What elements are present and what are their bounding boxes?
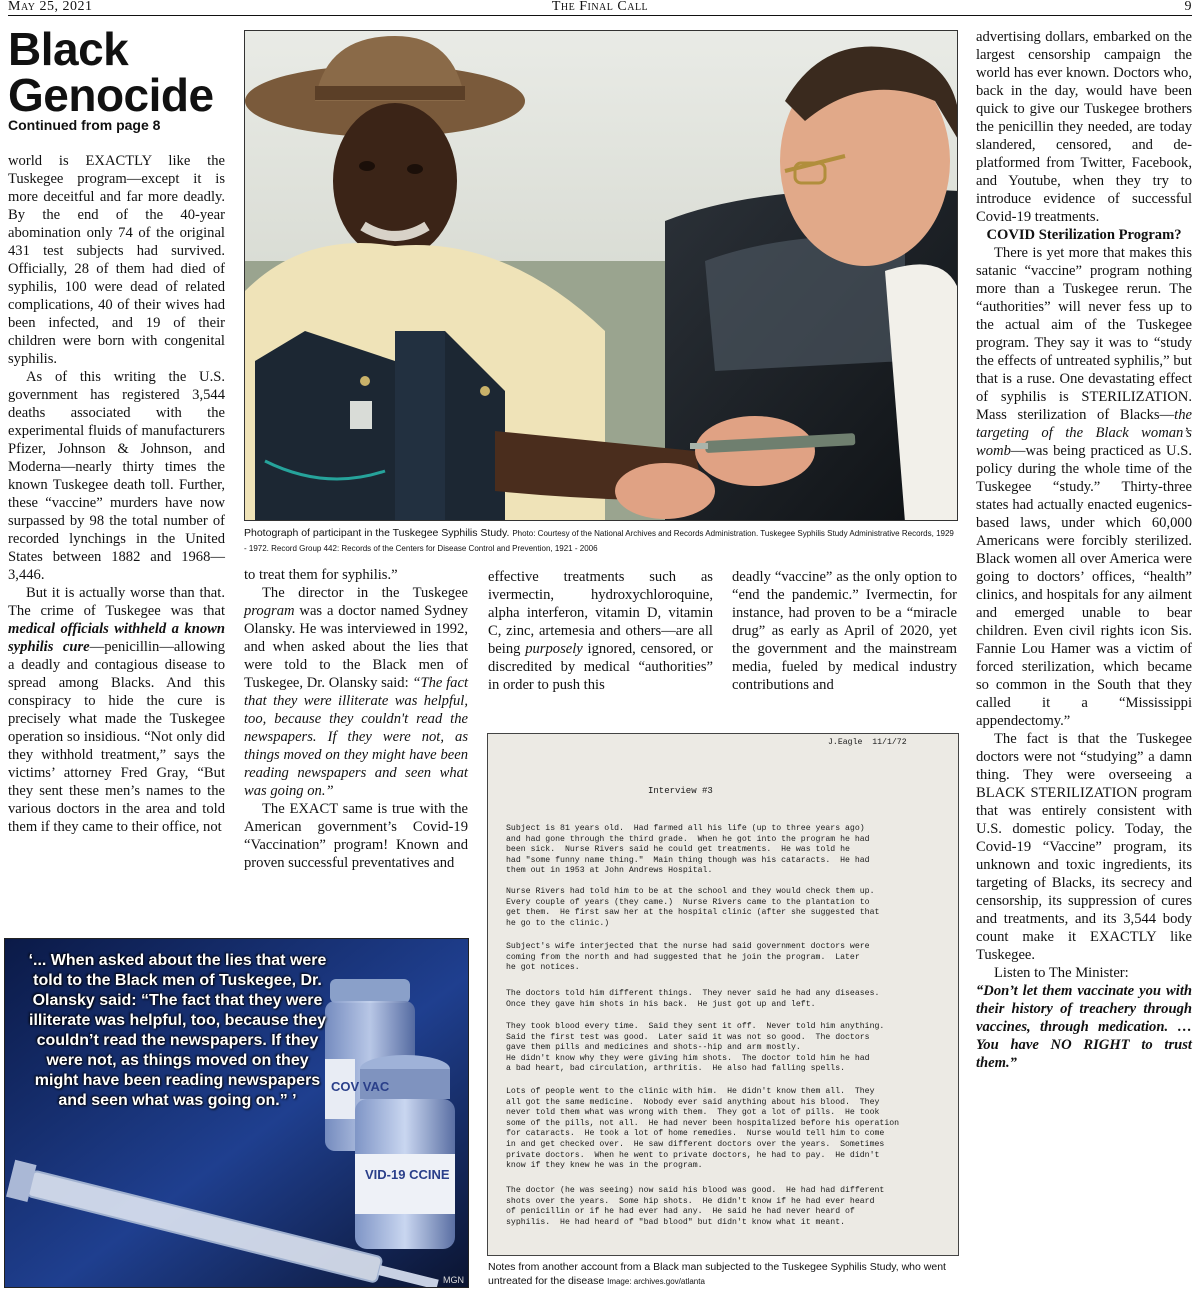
document-paragraph: They took blood every time. Said they sent it off. Never told him anything. Said the first test was good. Later said it was not so good. The doctors gave them pills and medicines and shots--hip and arm mostly. He didn't know why they were giving him shots. The doctor told him he had a bad heart, bad circulation, arthritis. He also had falling spells. <box>506 1022 885 1074</box>
emphasis-text: medical officials withheld a known syphilis cure <box>8 621 225 655</box>
document-paragraph: Nurse Rivers had told him to be at the school and they would check them up. Every couple of years (they came.) Nurse Rivers came to the plantation to get them. He first saw her at the hospital clinic (after she suggested that he go to the clinic.) <box>506 887 880 928</box>
document-paragraph: Subject's wife interjected that the nurse had said government doctors were coming from the north and had suggested that he join the program. Later he got notices. <box>506 942 870 973</box>
article-column-1 <box>8 152 225 836</box>
paragraph: world is EXACTLY like the Tuskegee program—except it is more deceitful and far more deadly. By the end of the 40-year abomination only 74 of the original 431 test subjects had survived. Officially, 28 of them had died of syphilis, 100 were dead of related complications, 40 of their wives had been infected, and 19 of their children were born with congenital syphilis. <box>8 153 225 367</box>
minister-quote: “Don’t let them vaccinate you with their history of treachery through vaccines, through medication. … You have NO RIGHT to trust them.” <box>976 983 1192 1071</box>
paragraph: The director in the Tuskegee program was a doctor named Sydney Olansky. He was interviewed in 1992, and when asked about the lies that were told to the Black men of Tuskegee, Dr. Olansky said: “The fact that they were illiterate was helpful, too, because they couldn't read the newspapers. If they were not, as things moved on they might have been reading newspapers and seen what was going on.” <box>244 585 469 799</box>
paragraph: effective treatments such as ivermectin, hydroxychloroquine, alpha interferon, vitamin D, vitamin C, zinc, artemesia and others—are all being purposely ignored, censored, or discredited by medical “authorities” in order to push this <box>488 569 713 693</box>
document-header: J.Eagle 11/1/72 <box>828 738 907 747</box>
document-title: Interview #3 <box>648 786 713 796</box>
article-column-2 <box>244 566 468 872</box>
paragraph: As of this writing the U.S. government has registered 3,544 deaths associated with the experimental fluids of manufacturers Pfizer, Johnson & Johnson, and Moderna—nearly thirty times the known Tuskegee death toll. Further, these “vaccine” murders have now surpassed by 98 the total number of recorded lynchings in the United States between 1882 and 1968—3,446. <box>8 369 225 583</box>
caption-credit: Image: archives.gov/atlanta <box>607 1277 705 1286</box>
continued-note: Continued from page 8 <box>8 117 161 133</box>
document-caption <box>488 1260 958 1289</box>
caption-main: Notes from another account from a Black man subjected to the Tuskegee Syphilis Study, who went untreated for the disease <box>488 1261 946 1287</box>
document-paragraph: Subject is 81 years old. Had farmed all his life (up to three years ago) and had gone through the third grade. When he got into the program he had been sick. Nurse Rivers said he could get treatments. He was told he had "some funny name thing." Main thing though was his cataracts. He had them out in 1953 at John Andrews Hospital. <box>506 824 870 876</box>
paragraph: deadly “vaccine” as the only option to “end the pandemic.” Ivermectin, for instance, had proven to be a “miracle drug” as early as April of 2020, yet the government and the mainstream media, fueled by medical industry contributions and <box>732 569 957 693</box>
headline: Black Genocide <box>8 23 214 121</box>
article-column-5 <box>976 28 1192 1072</box>
paragraph: to treat them for syphilis.” <box>244 567 398 583</box>
pull-quote-box <box>4 938 469 1288</box>
olansky-quote: “The fact that they were illiterate was helpful, too, because they couldn't read the newspapers. If they were not, as things moved on they might have been reading newspapers and seen what was going on.” <box>244 675 469 799</box>
image-credit: MGN <box>443 1275 464 1285</box>
photo-caption <box>244 526 958 556</box>
photo-illustration <box>245 31 958 521</box>
vial-label-front: VID-19 CCINE <box>365 1167 450 1182</box>
paragraph: Listen to The Minister: <box>994 965 1129 981</box>
page-header <box>8 0 1192 16</box>
paragraph: advertising dollars, embarked on the largest censorship campaign the world has ever known. Doctors who, back in the day, would have been quick to give our Tuskegee brothers the penicillin they needed, are today slandered, censored, and de-platformed from Twitter, Facebook, and Youtube, when they try to introduce evidence of successful Covid-19 treatments. <box>976 29 1192 225</box>
paragraph: There is yet more that makes this satanic “vaccine” program nothing more than a Tuskegee rerun. The “authorities” will never fess up to the actual aim of the Tuskegee program. They say it was to “study the effects of untreated syphilis,” but that is a ruse. One devastating effect of syphilis is STERILIZATION. Mass sterilization of Blacks—the targeting of the Black woman’s womb—was being practiced as U.S. policy during the whole time of the Tuskegee “study.” Thirty-three states had actually enacted eugenics-based laws, under which 60,000 Americans were forcibly sterilized. Black women all over America were going to doctors’ offices, “health” clinics, and hospitals for any ailment and emerged unable to bear children. Even civil rights icon Sis. Fannie Lou Hamer was a victim of forced sterilization, which became so common in the South that they called it a “Mississippi appendectomy.” <box>976 245 1192 729</box>
publication-name: The Final Call <box>551 0 649 14</box>
article-column-4 <box>732 568 957 694</box>
caption-main: Photograph of participant in the Tuskegee Syphilis Study. <box>244 527 510 539</box>
vial-label-back: COV VAC <box>331 1079 390 1094</box>
document-paragraph: The doctor (he was seeing) now said his blood was good. He had had different shots over the years. Some hip shots. He didn't know if he had ever heard of penicillin or if he had ever had any. He said he had never heard of syphilis. He had heard of "bad blood" but didn't know what it meant. <box>506 1186 885 1227</box>
paragraph: But it is actually worse than that. The crime of Tuskegee was that medical officials withheld a known syphilis cure—penicillin—allowing a deadly and contagious disease to spread among Blacks. And this conspiracy to hide the cure is precisely what made the Tuskegee operation so insidious. “Not only did they withhold treatment,” says the victims’ attorney Fred Gray, “But they sent these men’s names to the various doctors in the area and told them if they came to their office, not <box>8 585 225 835</box>
document-paragraph: Lots of people went to the clinic with him. He didn't know them all. They all got the same medicine. Nobody ever said anything about his blood. They never told them what was wrong with them. They got a lot of pills. He took some of the pills, not all. He had never been hospitalized before his operation for cataracts. He took a lot of home remedies. Nurse would tell him to come in and get checked over. He saw different doctors over the years. Sometimes private doctors. When he went to private doctors, he had to pay. He didn't know if they knew he was in the program. <box>506 1087 900 1171</box>
paragraph: The EXACT same is true with the American government’s Covid-19 “Vaccination” program! Known and proven successful preventatives and <box>244 801 468 871</box>
paragraph: The fact is that the Tuskegee doctors were not “studying” a damn thing. They were overseeing a BLACK STERILIZATION program that was entirely consistent with U.S. domestic policy. Today, the Covid-19 “Vaccine” program, its unknown and toxic ingredients, its targeting of Blacks, its secrecy and censorship, its suppression of cures and treatments, and its 3,544 body count make it EXACTLY like Tuskegee. <box>976 731 1192 963</box>
article-column-3 <box>488 568 713 694</box>
page-number: 9 <box>1184 0 1192 14</box>
document-paragraph: The doctors told him different things. They never said he had any diseases. Once they gave him shots in his back. He just got up and left. <box>506 989 880 1009</box>
subheading: COVID Sterilization Program? <box>986 227 1182 243</box>
caption-credit: Photo: Courtesy of the National Archives and Records Administration. Tuskegee Syphilis Study Administrative Records, 1929 - 1972. Record Group 442: Records of the Centers for Disease Control and Prevention, 1921 - 2006 <box>244 529 954 553</box>
interview-document-image <box>487 733 959 1256</box>
issue-date: May 25, 2021 <box>8 0 93 14</box>
tuskegee-photo <box>244 30 958 521</box>
pull-quote-text: ‘... When asked about the lies that were told to the Black men of Tuskegee, Dr. Olansky said: “The fact that they were illiterate was helpful, too, because they couldn’t read the newspapers. If they were not, as things moved on they might have been reading newspapers and seen what was going on.” ’ <box>28 952 327 1109</box>
